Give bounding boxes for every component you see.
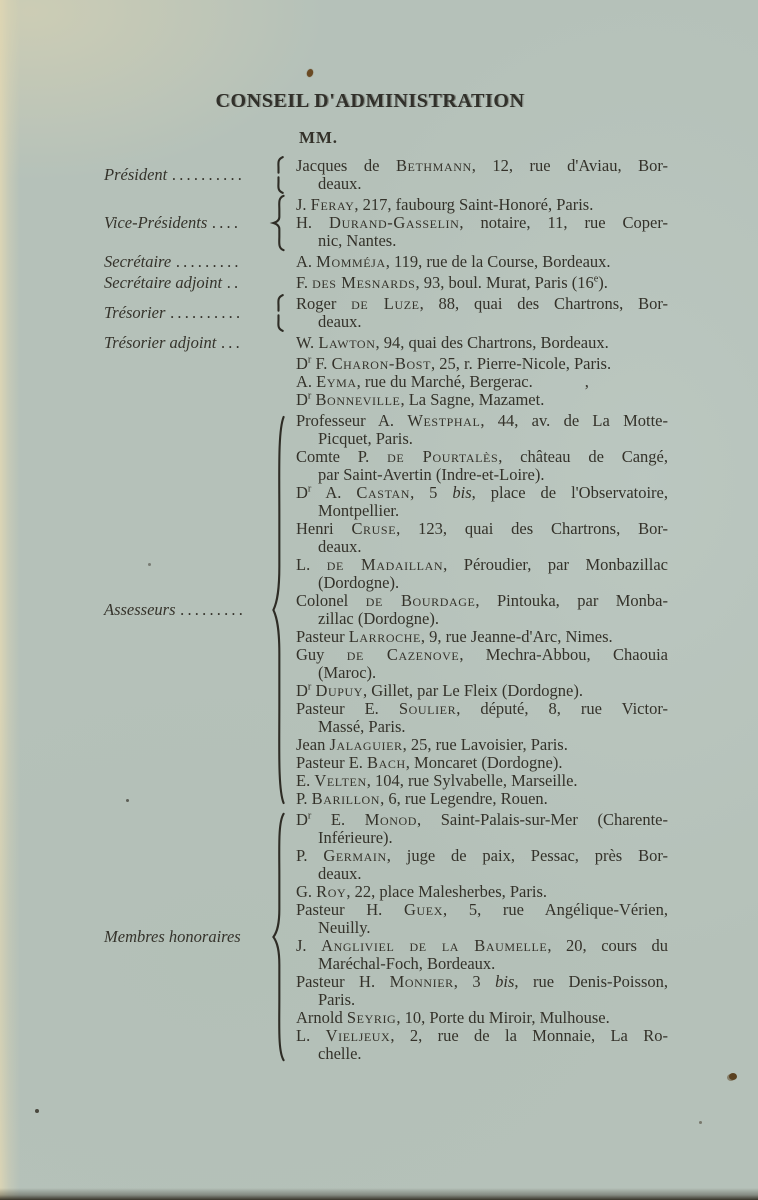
text-segment: D: [296, 681, 308, 700]
text-segment: Lawton: [318, 333, 376, 352]
text-segment: r: [307, 681, 312, 693]
text-segment: , 5: [410, 483, 453, 502]
group-label-text: Président: [104, 165, 168, 184]
text-segment: F.: [296, 273, 313, 292]
entry-line: [296, 1027, 668, 1045]
entry-line: [296, 811, 668, 829]
text-segment: Cruse: [351, 519, 397, 538]
member-entry: [296, 790, 668, 808]
curly-brace-icon: [270, 411, 287, 809]
entry-line: [318, 574, 668, 592]
text-segment: , 104, rue Sylvabelle, Marseille.: [366, 771, 578, 790]
text-segment: , 93, boul. Murat, Paris (16: [415, 273, 594, 292]
entry-line: [296, 520, 668, 538]
leader-dots: .........: [180, 600, 247, 619]
entry-line: [296, 592, 668, 610]
text-segment: , 25, r. Pierre-Nicole, Paris.: [431, 354, 612, 373]
text-segment: E.: [296, 771, 315, 790]
group-label: [104, 334, 264, 352]
directory-group: [104, 157, 672, 193]
entry-line: [318, 991, 668, 1009]
text-segment: Pasteur H.: [296, 900, 405, 919]
ink-speck: [35, 1109, 39, 1113]
leader-dots: ..........: [170, 303, 244, 322]
text-segment: , notaire, 11, rue Coper-: [459, 213, 668, 232]
entry-line: [296, 937, 668, 955]
entry-line: [296, 484, 668, 502]
text-segment: , juge de paix, Pessac, près Bor-: [386, 846, 668, 865]
text-segment: Jean: [296, 735, 330, 754]
member-entry: [296, 811, 668, 847]
text-segment: Velten: [314, 771, 367, 790]
member-entry: [296, 592, 668, 628]
entry-line: [296, 973, 668, 991]
entry-line: [296, 274, 668, 292]
text-segment: P.: [296, 789, 312, 808]
leader-dots: ..........: [172, 165, 246, 184]
entries-column: [296, 811, 668, 1063]
text-segment: , député, 8, rue Victor-: [456, 699, 668, 718]
brace-cell: [264, 157, 296, 193]
entry-line: [318, 610, 668, 628]
member-entry: [296, 274, 668, 292]
group-label-text: Trésorier: [104, 303, 166, 322]
text-segment: , château de Cangé,: [498, 447, 669, 466]
text-segment: bis: [452, 483, 472, 502]
text-segment: , Péroudier, par Monbazillac: [443, 555, 668, 574]
entry-line: [296, 412, 668, 430]
text-segment: Professeur A.: [296, 411, 408, 430]
text-segment: Colonel: [296, 591, 366, 610]
entry-line: [296, 901, 668, 919]
entry-line: [296, 790, 668, 808]
brace-cell: [264, 334, 296, 352]
curly-brace-icon: [270, 810, 287, 1064]
text-segment: , 9, rue Jeanne-d'Arc, Nimes.: [420, 627, 613, 646]
member-entry: [296, 1009, 668, 1027]
brace-cell: [264, 295, 296, 331]
group-label-text: Vice-Présidents: [104, 213, 208, 232]
entry-line: [296, 883, 668, 901]
text-segment: , rue Denis-Poisson,: [514, 972, 668, 991]
entry-line: [318, 829, 668, 847]
text-segment: , rue du Marché, Bergerac.: [356, 372, 533, 391]
member-entry: [296, 214, 668, 250]
text-segment: , 22, place Malesherbes, Paris.: [346, 882, 548, 901]
member-entry: [296, 196, 668, 214]
entries-column: [296, 274, 668, 292]
entry-line: [296, 196, 668, 214]
text-segment: Charon-Bost: [331, 354, 432, 373]
text-segment: J.: [296, 195, 311, 214]
entries-column: [296, 157, 668, 193]
entry-line: [318, 664, 668, 682]
text-segment: Larroche: [348, 627, 421, 646]
split-brace-icon: [270, 294, 287, 332]
group-label: [104, 253, 264, 271]
ink-speck: [306, 68, 314, 78]
text-segment: de Luze: [351, 294, 420, 313]
entry-line: [296, 253, 668, 271]
entry-line: [296, 754, 668, 772]
text-segment: Soulier: [398, 699, 457, 718]
text-segment: de Pourtalès: [387, 447, 499, 466]
entry-line: [318, 718, 668, 736]
entry-line: [296, 628, 668, 646]
entry-line: [296, 1009, 668, 1027]
entry-line: [296, 448, 668, 466]
text-segment: Comte P.: [296, 447, 388, 466]
entry-line: [318, 1045, 668, 1063]
member-entry: [296, 847, 668, 883]
text-segment: , Mechra-Abbou, Chaouia: [459, 645, 668, 664]
text-segment: , 2, rue de la Monnaie, La Ro-: [390, 1026, 668, 1045]
entry-line: [296, 847, 668, 865]
text-segment: W.: [296, 333, 319, 352]
text-segment: Paris.: [318, 990, 356, 1009]
text-segment: de Madaillan: [326, 555, 444, 574]
text-segment: Guy: [296, 645, 347, 664]
text-segment: bis: [495, 972, 515, 991]
text-segment: r: [307, 390, 312, 402]
member-entry: [296, 520, 668, 556]
entry-line: [318, 865, 668, 883]
mm-heading: MM.: [299, 128, 338, 147]
directory-group: [104, 811, 672, 1063]
split-brace-icon: [270, 156, 287, 194]
text-segment: Henri: [296, 519, 352, 538]
text-segment: Roy: [316, 882, 347, 901]
text-segment: Picquet, Paris.: [318, 429, 413, 448]
member-entry: [296, 772, 668, 790]
text-segment: , 44, av. de La Motte-: [480, 411, 668, 430]
brace-cell: [264, 253, 296, 271]
text-segment: nic, Nantes.: [318, 231, 397, 250]
directory-group: [104, 295, 672, 331]
directory-group: [104, 412, 672, 808]
text-segment: Pasteur E.: [296, 699, 399, 718]
text-segment: A.: [311, 483, 357, 502]
text-segment: , 3: [453, 972, 496, 991]
text-segment: A.: [296, 252, 317, 271]
text-segment: deaux.: [318, 537, 362, 556]
entries-column: [296, 196, 668, 250]
page-title: CONSEIL D'ADMINISTRATION: [215, 90, 525, 112]
text-segment: , Moncaret (Dordogne).: [405, 753, 563, 772]
entry-line: [296, 391, 668, 409]
text-segment: r: [307, 810, 312, 822]
member-entry: [296, 973, 668, 1009]
text-segment: , La Sagne, Mazamet.: [400, 390, 545, 409]
member-entry: [296, 883, 668, 901]
text-segment: L.: [296, 555, 327, 574]
directory-group: [104, 355, 672, 409]
text-segment: Arnold: [296, 1008, 347, 1027]
directory-group: [104, 196, 672, 250]
text-segment: Maréchal-Foch, Bordeaux.: [318, 954, 496, 973]
entry-line: [296, 772, 668, 790]
member-entry: [296, 334, 668, 352]
text-segment: D: [296, 483, 308, 502]
leader-dots: ....: [212, 213, 242, 232]
entry-line: [318, 430, 668, 448]
entry-line: [296, 373, 668, 391]
text-segment: Castan: [356, 483, 411, 502]
text-segment: Jacques de: [296, 156, 396, 175]
ink-speck: [729, 1073, 737, 1080]
group-label-text: Membres honoraires: [104, 927, 241, 946]
text-segment: , 25, rue Lavoisier, Paris.: [402, 735, 568, 754]
member-entry: [296, 412, 668, 448]
text-segment: des Mesnards: [312, 273, 416, 292]
entry-line: [318, 232, 668, 250]
text-segment: Angliviel de la Baumelle: [321, 936, 548, 955]
text-segment: Momméja: [316, 252, 386, 271]
member-entry: [296, 484, 668, 520]
text-segment: H.: [296, 213, 330, 232]
entry-line: [318, 538, 668, 556]
group-label: [104, 304, 264, 322]
text-segment: e: [593, 273, 599, 285]
brace-cell: [264, 196, 296, 250]
leader-dots: ..: [227, 273, 242, 292]
text-segment: , 5, rue Angélique-Vérien,: [443, 900, 668, 919]
text-segment: , 10, Porte du Miroir, Mulhouse.: [396, 1008, 610, 1027]
text-segment: A.: [296, 372, 317, 391]
member-entry: [296, 937, 668, 973]
brace-cell: [264, 274, 296, 292]
member-entry: [296, 628, 668, 646]
text-segment: , 217, faubourg Saint-Honoré, Paris.: [354, 195, 594, 214]
entries-column: [296, 412, 668, 808]
entry-line: [318, 919, 668, 937]
group-label: [104, 928, 264, 946]
curly-brace-icon: [270, 195, 287, 251]
text-segment: de Cazenove: [346, 645, 460, 664]
text-segment: deaux.: [318, 174, 362, 193]
member-entry: [296, 355, 668, 373]
entry-line: [296, 700, 668, 718]
group-label-text: Secrétaire: [104, 252, 172, 271]
group-label: [104, 274, 264, 292]
member-entry: [296, 901, 668, 937]
text-segment: Durand-Gasselin: [329, 213, 460, 232]
text-segment: , 123, quai des Chartrons, Bor-: [396, 519, 669, 538]
text-segment: D: [296, 390, 308, 409]
text-segment: J.: [296, 936, 322, 955]
entry-line: [318, 175, 668, 193]
entry-line: [296, 355, 668, 373]
text-segment: D: [296, 810, 308, 829]
brace-cell: [264, 412, 296, 808]
entry-line: [296, 682, 668, 700]
group-label-text: Trésorier adjoint: [104, 333, 217, 352]
entry-line: [296, 334, 668, 352]
text-segment: , Saint-Palais-sur-Mer (Charente-: [417, 810, 668, 829]
text-segment: Monnier: [389, 972, 454, 991]
text-segment: Eyma: [316, 372, 357, 391]
text-segment: , 88, quai des Chartrons, Bor-: [419, 294, 668, 313]
group-label-text: Secrétaire adjoint: [104, 273, 223, 292]
text-segment: Bethmann: [395, 156, 472, 175]
member-entry: [296, 157, 668, 193]
member-entry: [296, 253, 668, 271]
text-segment: zillac (Dordogne).: [318, 609, 439, 628]
text-segment: E.: [311, 810, 365, 829]
text-segment: deaux.: [318, 864, 362, 883]
member-entry: [296, 700, 668, 736]
leader-dots: ...: [221, 333, 244, 352]
text-segment: , 6, rue Legendre, Rouen.: [380, 789, 548, 808]
entry-line: [318, 502, 668, 520]
text-segment: Jalaguier: [329, 735, 403, 754]
directory-groups: [104, 157, 672, 1063]
leader-dots: .........: [176, 252, 243, 271]
text-segment: , place de l'Observatoire,: [471, 483, 668, 502]
text-segment: , 94, quai des Chartrons, Bordeaux.: [375, 333, 609, 352]
text-segment: Neuilly.: [318, 918, 371, 937]
directory-group: [104, 253, 672, 271]
entry-line: [296, 646, 668, 664]
entry-line: [296, 295, 668, 313]
text-segment: Bonneville: [315, 390, 401, 409]
text-segment: Massé, Paris.: [318, 717, 406, 736]
member-entry: [296, 646, 668, 682]
brace-cell: [264, 355, 296, 409]
member-entry: [296, 448, 668, 484]
text-segment: par Saint-Avertin (Indre-et-Loire).: [318, 465, 545, 484]
text-segment: Pasteur H.: [296, 972, 390, 991]
text-segment: Roger: [296, 294, 352, 313]
text-segment: ,: [584, 372, 589, 391]
entry-line: [296, 736, 668, 754]
text-segment: Pasteur: [296, 627, 349, 646]
text-segment: Feray: [310, 195, 355, 214]
text-segment: Seyrig: [346, 1008, 397, 1027]
text-segment: Westphal: [407, 411, 481, 430]
text-segment: Dupuy: [315, 681, 364, 700]
member-entry: [296, 556, 668, 592]
text-segment: Bach: [367, 753, 406, 772]
text-segment: G.: [296, 882, 317, 901]
group-label: [104, 601, 264, 619]
text-segment: chelle.: [318, 1044, 362, 1063]
text-segment: Guex: [404, 900, 443, 919]
entry-line: [296, 214, 668, 232]
entry-line: [318, 313, 668, 331]
text-segment: Germain: [323, 846, 387, 865]
member-entry: [296, 736, 668, 754]
text-segment: Inférieure).: [318, 828, 393, 847]
brace-cell: [264, 811, 296, 1063]
text-segment: (Dordogne).: [318, 573, 400, 592]
text-segment: r: [307, 483, 312, 495]
entry-line: [296, 157, 668, 175]
text-segment: , 119, rue de la Course, Bordeaux.: [385, 252, 611, 271]
entry-line: [296, 556, 668, 574]
group-label: [104, 214, 264, 232]
text-segment: de Bourdage: [365, 591, 476, 610]
member-entry: [296, 295, 668, 331]
ink-speck: [699, 1121, 702, 1124]
text-segment: Monod: [364, 810, 418, 829]
directory-group: [104, 274, 672, 292]
directory-group: [104, 334, 672, 352]
text-segment: r: [307, 354, 312, 366]
member-entry: [296, 373, 668, 391]
group-label-text: Assesseurs: [104, 600, 176, 619]
text-segment: , 20, cours du: [547, 936, 668, 955]
entries-column: [296, 334, 668, 352]
entries-column: [296, 355, 668, 409]
text-segment: , Gillet, par Le Fleix (Dordogne).: [363, 681, 583, 700]
text-segment: L.: [296, 1026, 326, 1045]
group-label: [104, 166, 264, 184]
member-entry: [296, 391, 668, 409]
text-segment: P.: [296, 846, 324, 865]
entry-line: [318, 466, 668, 484]
text-segment: (Maroc).: [318, 663, 377, 682]
member-entry: [296, 1027, 668, 1063]
entries-column: [296, 295, 668, 331]
text-segment: deaux.: [318, 312, 362, 331]
text-segment: , Pintouka, par Monba-: [475, 591, 668, 610]
member-entry: [296, 682, 668, 700]
member-entry: [296, 754, 668, 772]
entry-line: [318, 955, 668, 973]
entries-column: [296, 253, 668, 271]
text-segment: ).: [598, 273, 608, 292]
text-segment: Barillon: [311, 789, 381, 808]
text-segment: F.: [311, 354, 332, 373]
text-segment: D: [296, 354, 308, 373]
text-segment: Montpellier.: [318, 501, 400, 520]
text-segment: , 12, rue d'Aviau, Bor-: [471, 156, 669, 175]
text-segment: Vieljeux: [325, 1026, 391, 1045]
text-segment: Pasteur E.: [296, 753, 368, 772]
